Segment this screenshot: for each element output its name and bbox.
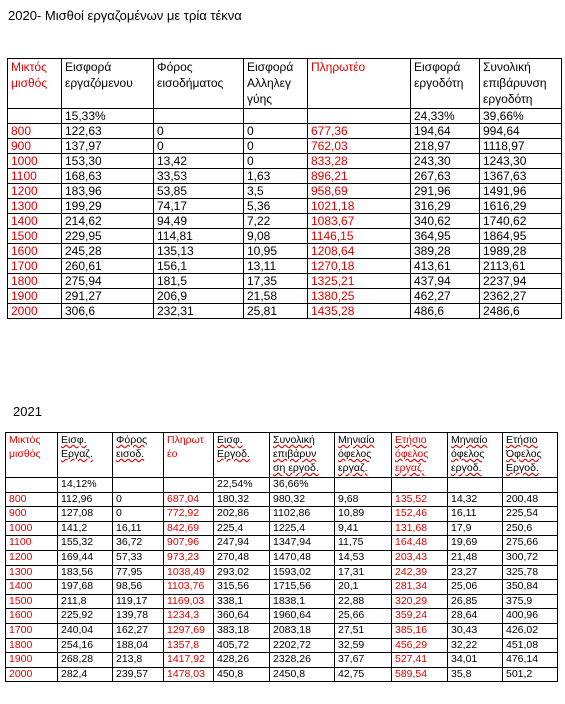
table-row-cell: 1100 (6, 536, 58, 551)
table-row-cell: 1357,8 (164, 638, 214, 653)
table-row-cell: 1243,30 (480, 154, 562, 169)
rates-row-cell (308, 109, 411, 124)
table-row (6, 653, 558, 668)
table-row (8, 229, 562, 244)
table-row-cell: 13,11 (244, 259, 308, 274)
table-row-cell: 1200 (6, 550, 58, 565)
table-row-cell: 973,23 (164, 550, 214, 565)
table-row-cell: 183,96 (62, 184, 154, 199)
table-row-cell: 112,96 (58, 492, 113, 507)
table-row-cell: 1000 (8, 154, 62, 169)
table-row-cell: 1600 (8, 244, 62, 259)
table-row-cell: 156,1 (154, 259, 244, 274)
table-row (8, 154, 562, 169)
table-row-cell: 0 (154, 139, 244, 154)
table-row-cell: 13,42 (154, 154, 244, 169)
table-row-cell: 17,31 (335, 565, 392, 580)
table-row-cell: 428,26 (214, 653, 270, 668)
table-row-cell: 1491,96 (480, 184, 562, 199)
table-row-cell: 320,29 (392, 594, 448, 609)
table-row-cell: 1225,4 (270, 521, 335, 536)
table-row-cell: 243,30 (411, 154, 480, 169)
table-row-cell: 35,8 (448, 667, 503, 682)
rates-row-cell: 24,33% (411, 109, 480, 124)
table-row-cell: 1380,25 (308, 289, 411, 304)
table-row-cell: 486,6 (411, 304, 480, 319)
header-row-cell: Εισφορά εργοδότη (411, 59, 480, 109)
table-row-cell: 1478,03 (164, 667, 214, 682)
table-row-cell: 1300 (6, 565, 58, 580)
rates-row-cell (164, 478, 214, 493)
table-row-cell: 199,29 (62, 199, 154, 214)
table-row-cell: 194,64 (411, 124, 480, 139)
table-row-cell: 1417,92 (164, 653, 214, 668)
table-row (6, 507, 558, 522)
table-row-cell: 1900 (8, 289, 62, 304)
table-row-cell: 462,27 (411, 289, 480, 304)
table-row-cell: 3,5 (244, 184, 308, 199)
header-row-cell: Εισφορά εργαζόμενου (62, 59, 154, 109)
table-row-cell: 200,48 (503, 492, 558, 507)
table-row-cell: 1270,18 (308, 259, 411, 274)
table-row-cell: 426,02 (503, 623, 558, 638)
table-row-cell: 213,8 (113, 653, 164, 668)
table-row (8, 304, 562, 319)
table-row-cell: 589,54 (392, 667, 448, 682)
header-row-cell: Φόρος εισοδ. (113, 433, 164, 478)
table-row-cell: 1715,56 (270, 580, 335, 595)
table-row-cell: 383,18 (214, 623, 270, 638)
table-row-cell: 451,08 (503, 638, 558, 653)
header-row-cell: Συνολική επιβάρυν ση εργοδ. (270, 433, 335, 478)
table-row-cell: 267,63 (411, 169, 480, 184)
table-row-cell: 1300 (8, 199, 62, 214)
rates-row (8, 109, 562, 124)
table-row-cell: 293,02 (214, 565, 270, 580)
table-row-cell: 37,67 (335, 653, 392, 668)
table-row-cell: 800 (8, 124, 62, 139)
table-row-cell: 30,43 (448, 623, 503, 638)
table-row-cell: 25,06 (448, 580, 503, 595)
table-row (6, 550, 558, 565)
table-row-cell: 20,1 (335, 580, 392, 595)
table-row (6, 667, 558, 682)
table-row-cell: 169,44 (58, 550, 113, 565)
table-row-cell: 364,95 (411, 229, 480, 244)
table-row (6, 565, 558, 580)
table-row-cell: 250,6 (503, 521, 558, 536)
table-row-cell: 197,68 (58, 580, 113, 595)
table-row-cell: 53,85 (154, 184, 244, 199)
table-row-cell: 9,68 (335, 492, 392, 507)
table-row-cell: 240,04 (58, 623, 113, 638)
table-row-cell: 32,59 (335, 638, 392, 653)
header-row-cell: Ετήσιο Όφελος Εργοδ. (503, 433, 558, 478)
table-row-cell: 1083,67 (308, 214, 411, 229)
header-row-cell: Συνολική επιβάρυνση εργοδότη (480, 59, 562, 109)
table-row-cell: 833,28 (308, 154, 411, 169)
table-row-cell: 501,2 (503, 667, 558, 682)
title-2021: 2021 (13, 404, 42, 419)
table-row-cell: 137,97 (62, 139, 154, 154)
table-row-cell: 2237,94 (480, 274, 562, 289)
rates-row-cell (392, 478, 448, 493)
table-row-cell: 164,48 (392, 536, 448, 551)
table-row (6, 594, 558, 609)
rates-row-cell: 39,66% (480, 109, 562, 124)
header-row (6, 433, 558, 478)
table-row-cell: 405,72 (214, 638, 270, 653)
rates-row-cell: 14,12% (58, 478, 113, 493)
table-row-cell: 1500 (6, 594, 58, 609)
table-row-cell: 400,96 (503, 609, 558, 624)
table-row-cell: 14,32 (448, 492, 503, 507)
table-row-cell: 1989,28 (480, 244, 562, 259)
table-row-cell: 11,75 (335, 536, 392, 551)
table-row-cell: 1800 (8, 274, 62, 289)
header-row-cell: Πληρωτέο (308, 59, 411, 109)
table-row-cell: 300,72 (503, 550, 558, 565)
table-row-cell: 1102,86 (270, 507, 335, 522)
table-row-cell: 131,68 (392, 521, 448, 536)
table-row-cell: 57,33 (113, 550, 164, 565)
table-row-cell: 22,88 (335, 594, 392, 609)
table-row (6, 580, 558, 595)
table-row-cell: 385,16 (392, 623, 448, 638)
table-row-cell: 450,8 (214, 667, 270, 682)
table-row-cell: 17,35 (244, 274, 308, 289)
table-row-cell: 2000 (6, 667, 58, 682)
salary-table-2021 (5, 432, 558, 682)
table-row-cell: 306,6 (62, 304, 154, 319)
table-row-cell: 181,5 (154, 274, 244, 289)
table-row-cell: 350,84 (503, 580, 558, 595)
table-row-cell: 980,32 (270, 492, 335, 507)
table-row-cell: 26,85 (448, 594, 503, 609)
table-row-cell: 1325,21 (308, 274, 411, 289)
table-row-cell: 32,22 (448, 638, 503, 653)
table-row-cell: 254,16 (58, 638, 113, 653)
table-row (8, 289, 562, 304)
table-row-cell: 10,95 (244, 244, 308, 259)
table-row-cell: 25,66 (335, 609, 392, 624)
table-row-cell: 114,81 (154, 229, 244, 244)
table-row-cell: 7,22 (244, 214, 308, 229)
table-row-cell: 359,24 (392, 609, 448, 624)
table-row-cell: 202,86 (214, 507, 270, 522)
table-row (8, 139, 562, 154)
table-row-cell: 2083,18 (270, 623, 335, 638)
table-row (8, 274, 562, 289)
table-row-cell: 9,41 (335, 521, 392, 536)
table-row-cell: 168,63 (62, 169, 154, 184)
title-2020: 2020- Μισθοί εργαζομένων με τρία τέκνα (8, 8, 242, 23)
table-row-cell: 360,64 (214, 609, 270, 624)
table-row-cell: 275,66 (503, 536, 558, 551)
rates-row (6, 478, 558, 493)
table-row-cell: 183,56 (58, 565, 113, 580)
table-row-cell: 33,53 (154, 169, 244, 184)
table-row-cell: 5,36 (244, 199, 308, 214)
table-row-cell: 155,32 (58, 536, 113, 551)
table-row-cell: 291,27 (62, 289, 154, 304)
table-row-cell: 1740,62 (480, 214, 562, 229)
rates-row-cell: 15,33% (62, 109, 154, 124)
table-row-cell: 2113,61 (480, 259, 562, 274)
table-row-cell: 1200 (8, 184, 62, 199)
table-row-cell: 1234,3 (164, 609, 214, 624)
table-row-cell: 127,08 (58, 507, 113, 522)
table-row-cell: 232,31 (154, 304, 244, 319)
table-row-cell: 2486,6 (480, 304, 562, 319)
table-row-cell: 389,28 (411, 244, 480, 259)
table-row-cell: 900 (8, 139, 62, 154)
table-row (8, 199, 562, 214)
table-row-cell: 375,9 (503, 594, 558, 609)
table-row-cell: 94,49 (154, 214, 244, 229)
table-row-cell: 0 (154, 124, 244, 139)
table-row-cell: 21,48 (448, 550, 503, 565)
table-row-cell: 282,4 (58, 667, 113, 682)
table-row (6, 638, 558, 653)
table-row-cell: 0 (244, 139, 308, 154)
table-row-cell: 907,96 (164, 536, 214, 551)
rates-row-cell (113, 478, 164, 493)
table-row-cell: 36,72 (113, 536, 164, 551)
table-row-cell: 1297,69 (164, 623, 214, 638)
header-row-cell: Πληρωτ έο (164, 433, 214, 478)
table-row-cell: 27,51 (335, 623, 392, 638)
table-row-cell: 291,96 (411, 184, 480, 199)
table-row-cell: 19,69 (448, 536, 503, 551)
table-row-cell: 242,39 (392, 565, 448, 580)
table-row-cell: 1700 (6, 623, 58, 638)
table-row-cell: 16,11 (448, 507, 503, 522)
header-row-cell: Μικτός μισθός (8, 59, 62, 109)
table-row-cell: 1038,49 (164, 565, 214, 580)
table-row-cell: 17,9 (448, 521, 503, 536)
table-row-cell: 1593,02 (270, 565, 335, 580)
table-row-cell: 896,21 (308, 169, 411, 184)
table-row-cell: 122,63 (62, 124, 154, 139)
table-row-cell: 9,08 (244, 229, 308, 244)
table-row-cell: 162,27 (113, 623, 164, 638)
rates-row-cell (8, 109, 62, 124)
salary-table-2020 (7, 58, 562, 319)
table-row-cell: 2362,27 (480, 289, 562, 304)
table-row-cell: 1470,48 (270, 550, 335, 565)
table-row-cell: 1146,15 (308, 229, 411, 244)
table-row-cell: 1,63 (244, 169, 308, 184)
table-row-cell: 25,81 (244, 304, 308, 319)
rates-row-cell (335, 478, 392, 493)
table-row-cell: 800 (6, 492, 58, 507)
table-row-cell: 325,78 (503, 565, 558, 580)
table-row (8, 244, 562, 259)
table-row-cell: 239,57 (113, 667, 164, 682)
table-row-cell: 206,9 (154, 289, 244, 304)
table-row (8, 184, 562, 199)
table-row-cell: 1600 (6, 609, 58, 624)
table-row-cell: 1021,18 (308, 199, 411, 214)
table-row-cell: 153,30 (62, 154, 154, 169)
table-row-cell: 772,92 (164, 507, 214, 522)
table-row-cell: 225,4 (214, 521, 270, 536)
table-row-cell: 456,29 (392, 638, 448, 653)
table-row-cell: 1435,28 (308, 304, 411, 319)
table-row-cell: 1103,76 (164, 580, 214, 595)
table-row-cell: 0 (244, 154, 308, 169)
table-row-cell: 229,95 (62, 229, 154, 244)
table-row-cell: 1900 (6, 653, 58, 668)
table-row-cell: 1367,63 (480, 169, 562, 184)
table-row (6, 521, 558, 536)
table-row-cell: 900 (6, 507, 58, 522)
table-row-cell: 842,69 (164, 521, 214, 536)
table-row-cell: 1838,1 (270, 594, 335, 609)
table-row-cell: 0 (113, 507, 164, 522)
table-row (6, 609, 558, 624)
table-row-cell: 218,97 (411, 139, 480, 154)
table-row-cell: 316,29 (411, 199, 480, 214)
table-row-cell: 2450,8 (270, 667, 335, 682)
table-row-cell: 1616,29 (480, 199, 562, 214)
table-row-cell: 275,94 (62, 274, 154, 289)
table-row-cell: 74,17 (154, 199, 244, 214)
table-row-cell: 0 (113, 492, 164, 507)
table-row-cell: 437,94 (411, 274, 480, 289)
table-row-cell: 14,53 (335, 550, 392, 565)
table-row-cell: 677,36 (308, 124, 411, 139)
table-row-cell: 10,89 (335, 507, 392, 522)
table-row-cell: 98,56 (113, 580, 164, 595)
rates-row-cell (448, 478, 503, 493)
table-row-cell: 203,43 (392, 550, 448, 565)
header-row-cell: Μηνιαίο όφελος εργαζ. (335, 433, 392, 478)
table-row-cell: 77,95 (113, 565, 164, 580)
rates-row-cell (6, 478, 58, 493)
header-row-cell: Εισφ. Εργοδ. (214, 433, 270, 478)
table-row-cell: 152,46 (392, 507, 448, 522)
table-row-cell: 994,64 (480, 124, 562, 139)
table-row-cell: 1100 (8, 169, 62, 184)
table-row-cell: 1000 (6, 521, 58, 536)
table-row-cell: 1800 (6, 638, 58, 653)
rates-row-cell: 36,66% (270, 478, 335, 493)
table-row-cell: 28,64 (448, 609, 503, 624)
table-row-cell: 135,13 (154, 244, 244, 259)
table-row (8, 259, 562, 274)
table-row-cell: 2202,72 (270, 638, 335, 653)
table-row-cell: 34,01 (448, 653, 503, 668)
rates-row-cell (503, 478, 558, 493)
table-row-cell: 270,48 (214, 550, 270, 565)
table-row-cell: 225,54 (503, 507, 558, 522)
rates-row-cell (154, 109, 244, 124)
table-row-cell: 281,34 (392, 580, 448, 595)
table-row-cell: 1500 (8, 229, 62, 244)
table-row-cell: 188,04 (113, 638, 164, 653)
table-row-cell: 1400 (8, 214, 62, 229)
rates-row-cell: 22,54% (214, 478, 270, 493)
table-row-cell: 119,17 (113, 594, 164, 609)
table-row-cell: 16,11 (113, 521, 164, 536)
table-row-cell: 958,69 (308, 184, 411, 199)
table-row-cell: 214,62 (62, 214, 154, 229)
table-row-cell: 338,1 (214, 594, 270, 609)
table-row (8, 169, 562, 184)
table-row-cell: 141,2 (58, 521, 113, 536)
table-row-cell: 1347,94 (270, 536, 335, 551)
table-row-cell: 1864,95 (480, 229, 562, 244)
table-row-cell: 1208,64 (308, 244, 411, 259)
table-row-cell: 180,32 (214, 492, 270, 507)
header-row-cell: Εισφορά Αλληλεγ γύης (244, 59, 308, 109)
table-row-cell: 1700 (8, 259, 62, 274)
table-row-cell: 413,61 (411, 259, 480, 274)
header-row-cell: Εισφ. Εργαζ. (58, 433, 113, 478)
table-row-cell: 139,78 (113, 609, 164, 624)
table-row (6, 492, 558, 507)
table-row-cell: 340,62 (411, 214, 480, 229)
table-row-cell: 2328,26 (270, 653, 335, 668)
table-row-cell: 21,58 (244, 289, 308, 304)
table-row-cell: 211,8 (58, 594, 113, 609)
table-row-cell: 1118,97 (480, 139, 562, 154)
header-row-cell: Μικτός μισθός (6, 433, 58, 478)
table-row-cell: 687,04 (164, 492, 214, 507)
table-row (6, 536, 558, 551)
table-row-cell: 245,28 (62, 244, 154, 259)
table-row (6, 623, 558, 638)
table-row-cell: 135,52 (392, 492, 448, 507)
table-row-cell: 1400 (6, 580, 58, 595)
rates-row-cell (244, 109, 308, 124)
header-row (8, 59, 562, 109)
table-row-cell: 247,94 (214, 536, 270, 551)
header-row-cell: Ετήσιο όφελος εργαζ. (392, 433, 448, 478)
table-row-cell: 268,28 (58, 653, 113, 668)
table-row-cell: 0 (244, 124, 308, 139)
table-row-cell: 315,56 (214, 580, 270, 595)
header-row-cell: Φόρος εισοδήματος (154, 59, 244, 109)
table-row-cell: 225,92 (58, 609, 113, 624)
table-row (8, 214, 562, 229)
table-row-cell: 762,03 (308, 139, 411, 154)
table-row-cell: 527,41 (392, 653, 448, 668)
table-row-cell: 42,75 (335, 667, 392, 682)
table-row-cell: 2000 (8, 304, 62, 319)
table-row-cell: 1169,03 (164, 594, 214, 609)
table-row-cell: 476,14 (503, 653, 558, 668)
table-row-cell: 23,27 (448, 565, 503, 580)
table-row-cell: 1960,64 (270, 609, 335, 624)
header-row-cell: Μηνιαίο όφελος εργοδ. (448, 433, 503, 478)
table-row-cell: 260,61 (62, 259, 154, 274)
table-row (8, 124, 562, 139)
